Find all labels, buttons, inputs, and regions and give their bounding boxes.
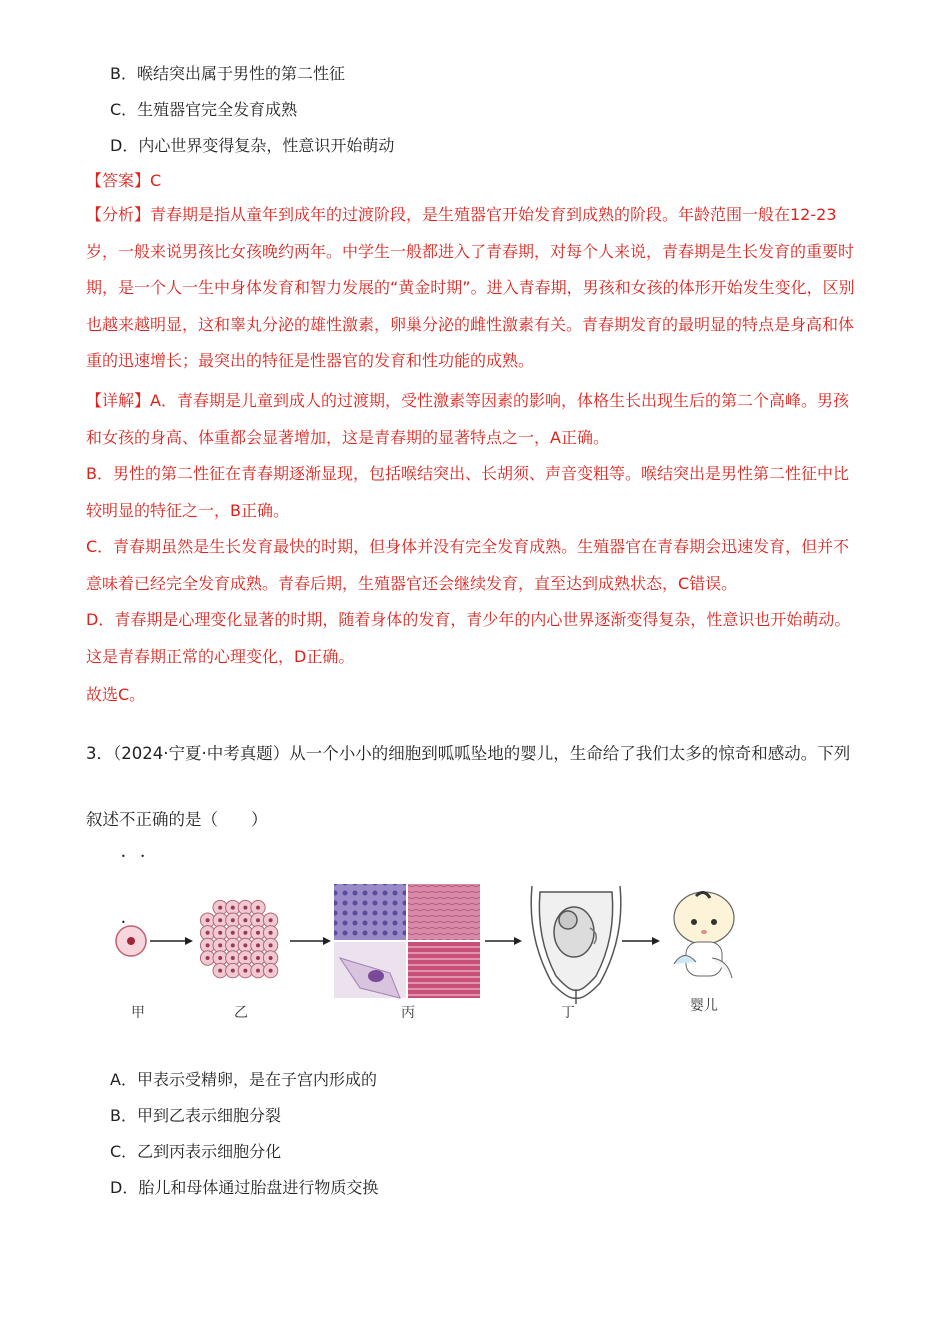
arrow-2 <box>290 937 331 945</box>
label-yi: 乙 <box>234 1005 248 1021</box>
cell-nucleus <box>243 931 247 935</box>
cell-nucleus <box>256 931 260 935</box>
cell-nucleus <box>218 931 222 935</box>
cell-cluster-image <box>200 900 277 977</box>
cell-nucleus <box>206 918 210 922</box>
cell-nucleus <box>231 931 235 935</box>
cell-nucleus <box>218 956 222 960</box>
emphasis-not-correct: 不正确 • • • <box>119 810 169 829</box>
uterus-fetus-image <box>531 886 621 1004</box>
question-3-option-c: C．乙到丙表示细胞分化 <box>110 1142 282 1161</box>
detail-c: C．青春期虽然是生长发育最快的时期，但身体并没有完全发育成熟。生殖器官在青春期会迅速发育，但并不意味着已经完全发育成熟。青春后期，生殖器官还会继续发育，直至达到成熟状态，C错误。 <box>86 537 850 593</box>
cell-nucleus <box>206 943 210 947</box>
question-3-stem <box>86 721 862 853</box>
cell-nucleus <box>243 918 247 922</box>
question-3-option-d: D．胎儿和母体通过胎盘进行物质交换 <box>110 1178 379 1197</box>
cell-nucleus <box>256 969 260 973</box>
cell-nucleus <box>218 918 222 922</box>
cell-nucleus <box>243 956 247 960</box>
cell-nucleus <box>243 969 247 973</box>
baby-image <box>674 892 734 978</box>
prev-option-d: D．内心世界变得复杂，性意识开始萌动 <box>110 136 395 155</box>
question-3-option-b: B．甲到乙表示细胞分裂 <box>110 1106 281 1125</box>
cell-nucleus <box>243 906 247 910</box>
question-3-stem-end: 的是（ ） <box>168 810 268 829</box>
cell-nucleus <box>218 969 222 973</box>
arrow-4 <box>622 937 660 945</box>
question-3-stem-text: 3．（2024·宁夏·中考真题）从一个小小的细胞到呱呱坠地的婴儿，生命给了我们太多的惊奇和感动。下列叙述 <box>86 744 851 829</box>
answer: 【答案】C <box>86 171 162 190</box>
cell-nucleus <box>243 943 247 947</box>
conclusion: 故选C。 <box>86 685 146 704</box>
arrow-1 <box>150 937 193 945</box>
cell-nucleus <box>269 969 273 973</box>
cell-nucleus <box>231 956 235 960</box>
tissues-image <box>334 884 480 998</box>
label-baby: 婴儿 <box>690 998 718 1014</box>
cell-nucleus <box>231 918 235 922</box>
label-jia: 甲 <box>131 1005 145 1021</box>
cell-nucleus <box>269 931 273 935</box>
cell-nucleus <box>256 943 260 947</box>
cell-nucleus <box>218 906 222 910</box>
cell-nucleus <box>206 956 210 960</box>
question-3-option-a: A．甲表示受精卵，是在子宫内形成的 <box>110 1070 377 1089</box>
prev-option-c: C．生殖器官完全发育成熟 <box>110 100 298 119</box>
development-figure <box>100 878 800 1028</box>
cell-nucleus <box>269 956 273 960</box>
detail-d: D．青春期是心理变化显著的时期，随着身体的发育，青少年的内心世界逐渐变得复杂，性意识也开始萌动。这是青春期正常的心理变化，D正确。 <box>86 610 851 666</box>
label-ding: 丁 <box>561 1005 575 1021</box>
cell-nucleus <box>269 943 273 947</box>
cell-nucleus <box>256 956 260 960</box>
detail-b: B．男性的第二性征在青春期逐渐显现，包括喉结突出、长胡须、声音变粗等。喉结突出是男性第二性征中比较明显的特征之一，B正确。 <box>86 464 849 520</box>
arrow-3 <box>485 937 522 945</box>
cell-nucleus <box>231 969 235 973</box>
cell-nucleus <box>218 943 222 947</box>
analysis: 【分析】青春期是指从童年到成年的过渡阶段，是生殖器官开始发育到成熟的阶段。年龄范围一般在12-23岁，一般来说男孩比女孩晚约两年。中学生一般都进入了青春期，对每个人来说，青春期是生长发育的重要时期，是一个人一生中身体发育和智力发展的“黄金时期”。进入青春期，男孩和女孩的体形开始发生变化，区别也越来越明显，这和睾丸分泌的雄性激素，卵巢分泌的雌性激素有关。青春期发育的最明显的特点是身高和体重的迅速增长；最突出的特征是性器官的发育和性功能的成熟。 <box>86 205 855 370</box>
cell-nucleus <box>256 918 260 922</box>
fertilized-egg-image <box>116 926 146 956</box>
cell-nucleus <box>206 931 210 935</box>
prev-option-b: B．喉结突出属于男性的第二性征 <box>110 64 345 83</box>
detail-a: 【详解】A．青春期是儿童到成人的过渡期，受性激素等因素的影响，体格生长出现生后的第二个高峰。男孩和女孩的身高、体重都会显著增加，这是青春期的显著特点之一，A正确。 <box>86 391 849 447</box>
label-bing: 丙 <box>401 1005 415 1021</box>
cell-nucleus <box>231 906 235 910</box>
cell-nucleus <box>269 918 273 922</box>
cell-nucleus <box>231 943 235 947</box>
cell-nucleus <box>256 906 260 910</box>
